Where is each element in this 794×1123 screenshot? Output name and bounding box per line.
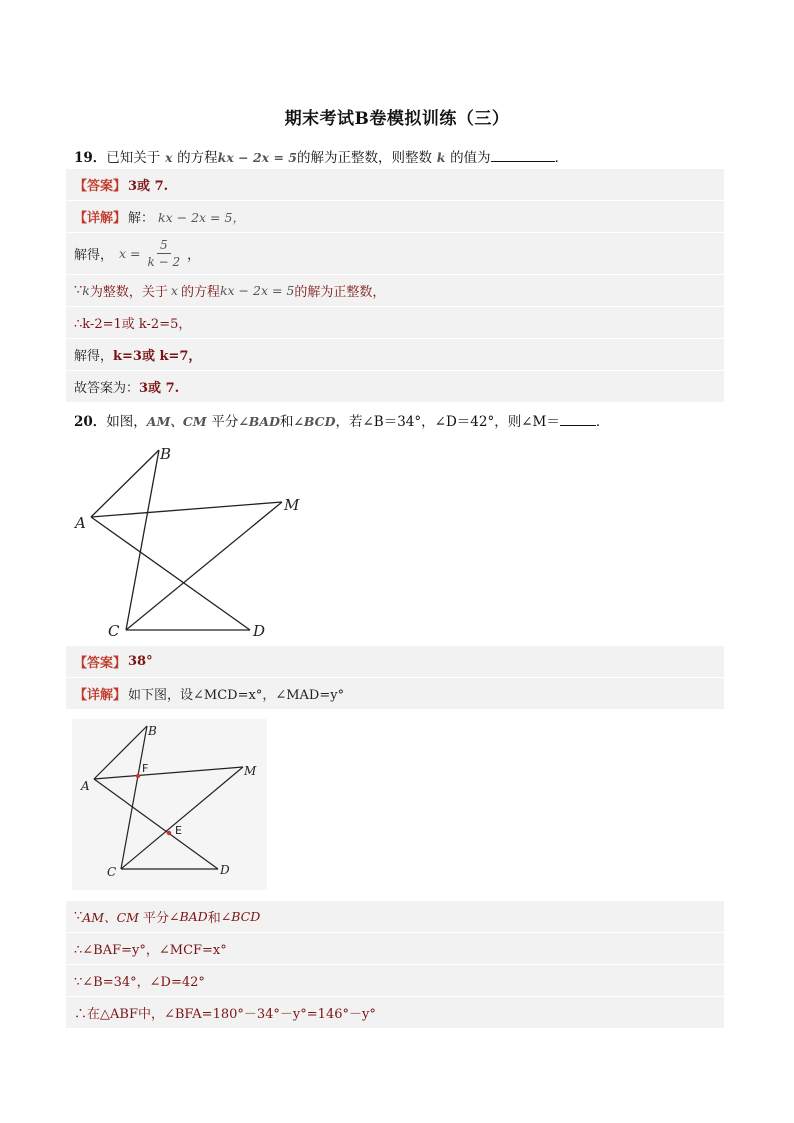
stem-text: 的解为正整数，则整数	[296, 150, 432, 166]
question-20-stem	[74, 410, 609, 430]
answer-blank	[491, 149, 555, 162]
vertex-label-a: A	[75, 514, 86, 532]
question-19-stem	[74, 146, 568, 166]
fraction	[145, 237, 184, 270]
stem-text: 已知关于	[106, 150, 161, 166]
reason-text: ∴∠BAF=y°，∠MCF=x°	[74, 943, 227, 958]
because-text: 的方程	[180, 285, 220, 300]
stem-text: 如图，	[106, 414, 147, 430]
stem-text: 和	[279, 414, 294, 430]
point-label-f: F	[142, 762, 149, 775]
geometry-figure-1	[70, 440, 310, 645]
math-equation: kx − 2x = 5	[217, 150, 297, 165]
solved-value: k=3或 k=7，	[113, 349, 202, 364]
detail-row	[66, 678, 724, 709]
point-e	[167, 831, 171, 835]
stem-end: ．	[554, 150, 569, 166]
question-number: 20．	[74, 414, 107, 430]
therefore-text: ∴k-2=1或 k-2=5，	[74, 317, 192, 332]
detail-row	[66, 201, 724, 232]
math-angle: ∠BAD	[238, 414, 280, 429]
math-var: k	[436, 150, 446, 165]
because-symbol: ∵	[74, 283, 83, 298]
reason-text: ∴在△ABF中，∠BFA=180°－34°－y°=146°－y°	[74, 1007, 376, 1022]
answer-value: 38°	[128, 654, 153, 669]
solve-row	[66, 233, 724, 274]
detail-heading: 【详解】	[74, 688, 127, 703]
reason-text: ∵∠B=34°，∠D=42°	[74, 975, 205, 990]
solved-row	[66, 339, 724, 370]
detail-text: 解：	[128, 211, 155, 226]
math-angle: ∠BCD	[293, 414, 336, 429]
because-symbol: ∵	[74, 909, 83, 924]
math-var: AM、CM	[146, 414, 207, 429]
segment-am	[91, 502, 282, 517]
point-f	[136, 774, 140, 778]
math-lhs: x =	[119, 246, 141, 261]
because-row	[66, 275, 724, 306]
final-label: 故答案为：	[74, 381, 140, 396]
point-label-e: E	[175, 824, 182, 837]
solved-label: 解得，	[74, 349, 114, 364]
stem-text: 的方程	[177, 150, 218, 166]
math-var: k	[82, 283, 90, 298]
fraction-numerator: 5	[157, 237, 171, 254]
reason-text: 平分	[142, 911, 169, 926]
final-row	[66, 371, 724, 402]
math-angle: ∠BAD	[169, 909, 208, 924]
vertex-label-d: D	[220, 863, 230, 877]
vertex-label-b: B	[148, 724, 157, 738]
stem-text: 的值为	[450, 150, 491, 166]
answer-heading: 【答案】	[74, 179, 127, 194]
vertex-label-d: D	[253, 622, 266, 640]
reason-row-1	[66, 901, 724, 932]
math-var: x	[170, 283, 178, 298]
vertex-label-m: M	[284, 496, 300, 514]
segment-cm	[126, 502, 282, 630]
final-value: 3或 7.	[139, 381, 180, 396]
page-title: 期末考试B卷模拟训练（三）	[284, 109, 510, 129]
vertex-label-a: A	[81, 779, 90, 793]
solve-tail: ，	[187, 248, 201, 263]
answer-blank	[560, 413, 596, 426]
reason-row-2	[66, 933, 724, 964]
solve-label: 解得，	[74, 248, 114, 263]
answer-row	[66, 646, 724, 677]
detail-heading: 【详解】	[74, 211, 127, 226]
answer-value: 3或 7.	[128, 179, 169, 194]
therefore-row	[66, 307, 724, 338]
vertex-label-m: M	[244, 764, 257, 778]
answer-heading: 【答案】	[74, 656, 127, 671]
question-number: 19．	[74, 150, 107, 166]
math-equation: kx − 2x = 5	[219, 283, 295, 298]
stem-text: 平分	[211, 414, 239, 430]
reason-row-3	[66, 965, 724, 996]
segment-ad	[91, 517, 250, 630]
geometry-figure-2	[72, 719, 267, 890]
reason-row-4	[66, 997, 724, 1028]
stem-text: ，若∠B＝34°，∠D＝42°，则∠M＝	[335, 414, 560, 430]
fraction-denominator: k − 2	[147, 255, 181, 269]
math-equation: kx − 2x = 5，	[158, 209, 245, 225]
answer-row	[66, 169, 724, 200]
figure-background	[72, 719, 267, 890]
because-text: 为整数，关于	[89, 285, 168, 300]
math-var: AM、CM	[82, 909, 139, 925]
vertex-label-c: C	[107, 865, 117, 879]
math-angle: ∠BCD	[220, 909, 261, 924]
stem-end: ．	[595, 414, 610, 430]
math-var: x	[165, 150, 173, 165]
vertex-label-c: C	[108, 622, 120, 640]
detail-text: 如下图，设∠MCD=x°，∠MAD=y°	[128, 688, 345, 703]
because-text: 的解为正整数，	[294, 285, 386, 300]
reason-text: 和	[207, 911, 221, 926]
vertex-label-b: B	[160, 445, 172, 463]
